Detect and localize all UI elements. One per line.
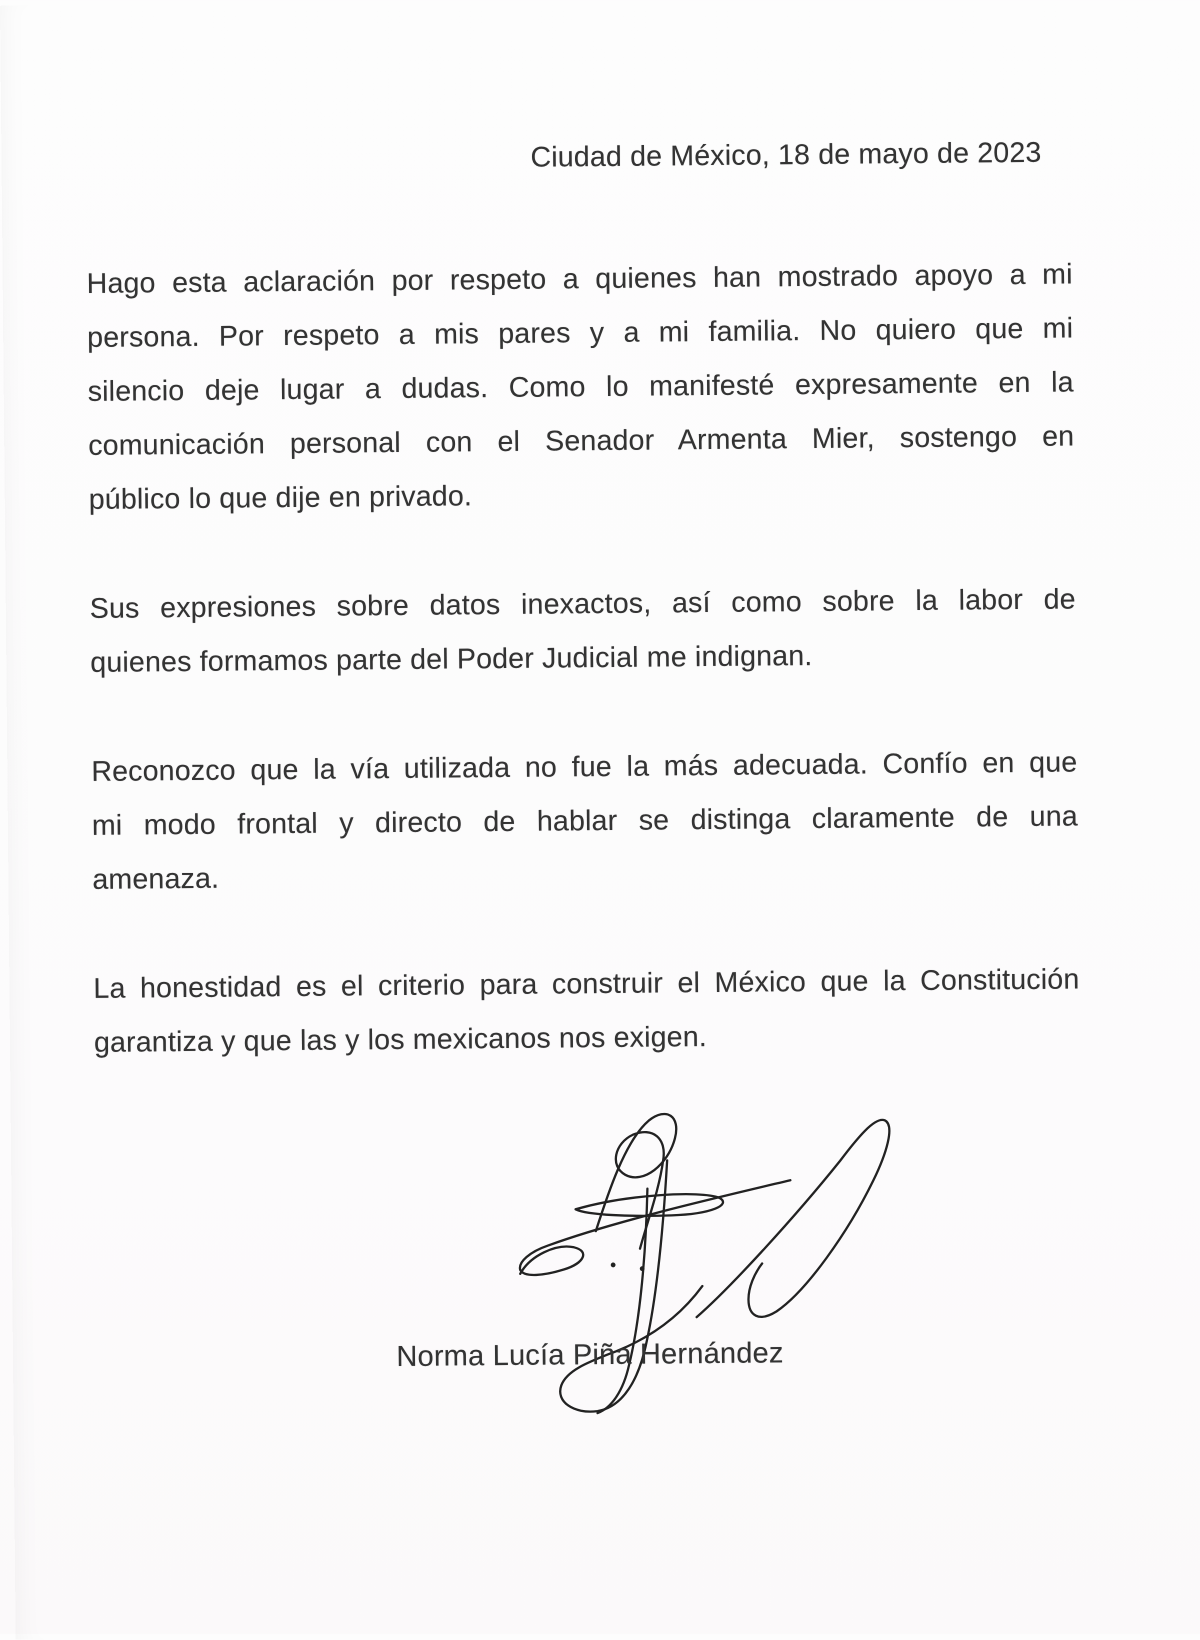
letter-paragraph [91, 735, 1079, 906]
signature-ink [495, 1100, 898, 1444]
letter-line: Reconozco que la vía utilizada no fue la más adecuada. Confío en que [91, 746, 1078, 788]
letter-paragraph [86, 247, 1075, 526]
signature-block [94, 1060, 1084, 1499]
letter-line: garantiza y que las y los mexicanos nos exigen. [93, 1021, 708, 1059]
letter-line: persona. Por respeto a mis pares y a mi familia. No quiero que mi [87, 312, 1074, 354]
letter-line: silencio deje lugar a dudas. Como lo manifesté expresamente en la [87, 366, 1074, 408]
letter-line: mi modo frontal y directo de hablar se distinga claramente de una [91, 800, 1079, 842]
signatory-name: Norma Lucía Piña Hernández [396, 1337, 784, 1374]
letter-line: público lo que dije en privado. [88, 480, 473, 516]
letter-line: amenaza. [92, 862, 220, 896]
letter-line: La honestidad es el criterio para construir el México que la Constitución [93, 963, 1080, 1005]
letter-paragraph [93, 952, 1080, 1069]
letter-line: Hago esta aclaración por respeto a quienes han mostrado apoyo a mi [86, 258, 1073, 300]
letter-paragraph [90, 572, 1077, 689]
letter-line: Sus expresiones sobre datos inexactos, así como sobre la labor de [89, 583, 1076, 625]
dateline: Ciudad de México, 18 de mayo de 2023 [530, 136, 1042, 174]
letter-line: quienes formamos parte del Poder Judicial me indignan. [90, 639, 813, 679]
letter-line: comunicación personal con el Senador Armenta Mier, sostengo en [88, 420, 1075, 462]
